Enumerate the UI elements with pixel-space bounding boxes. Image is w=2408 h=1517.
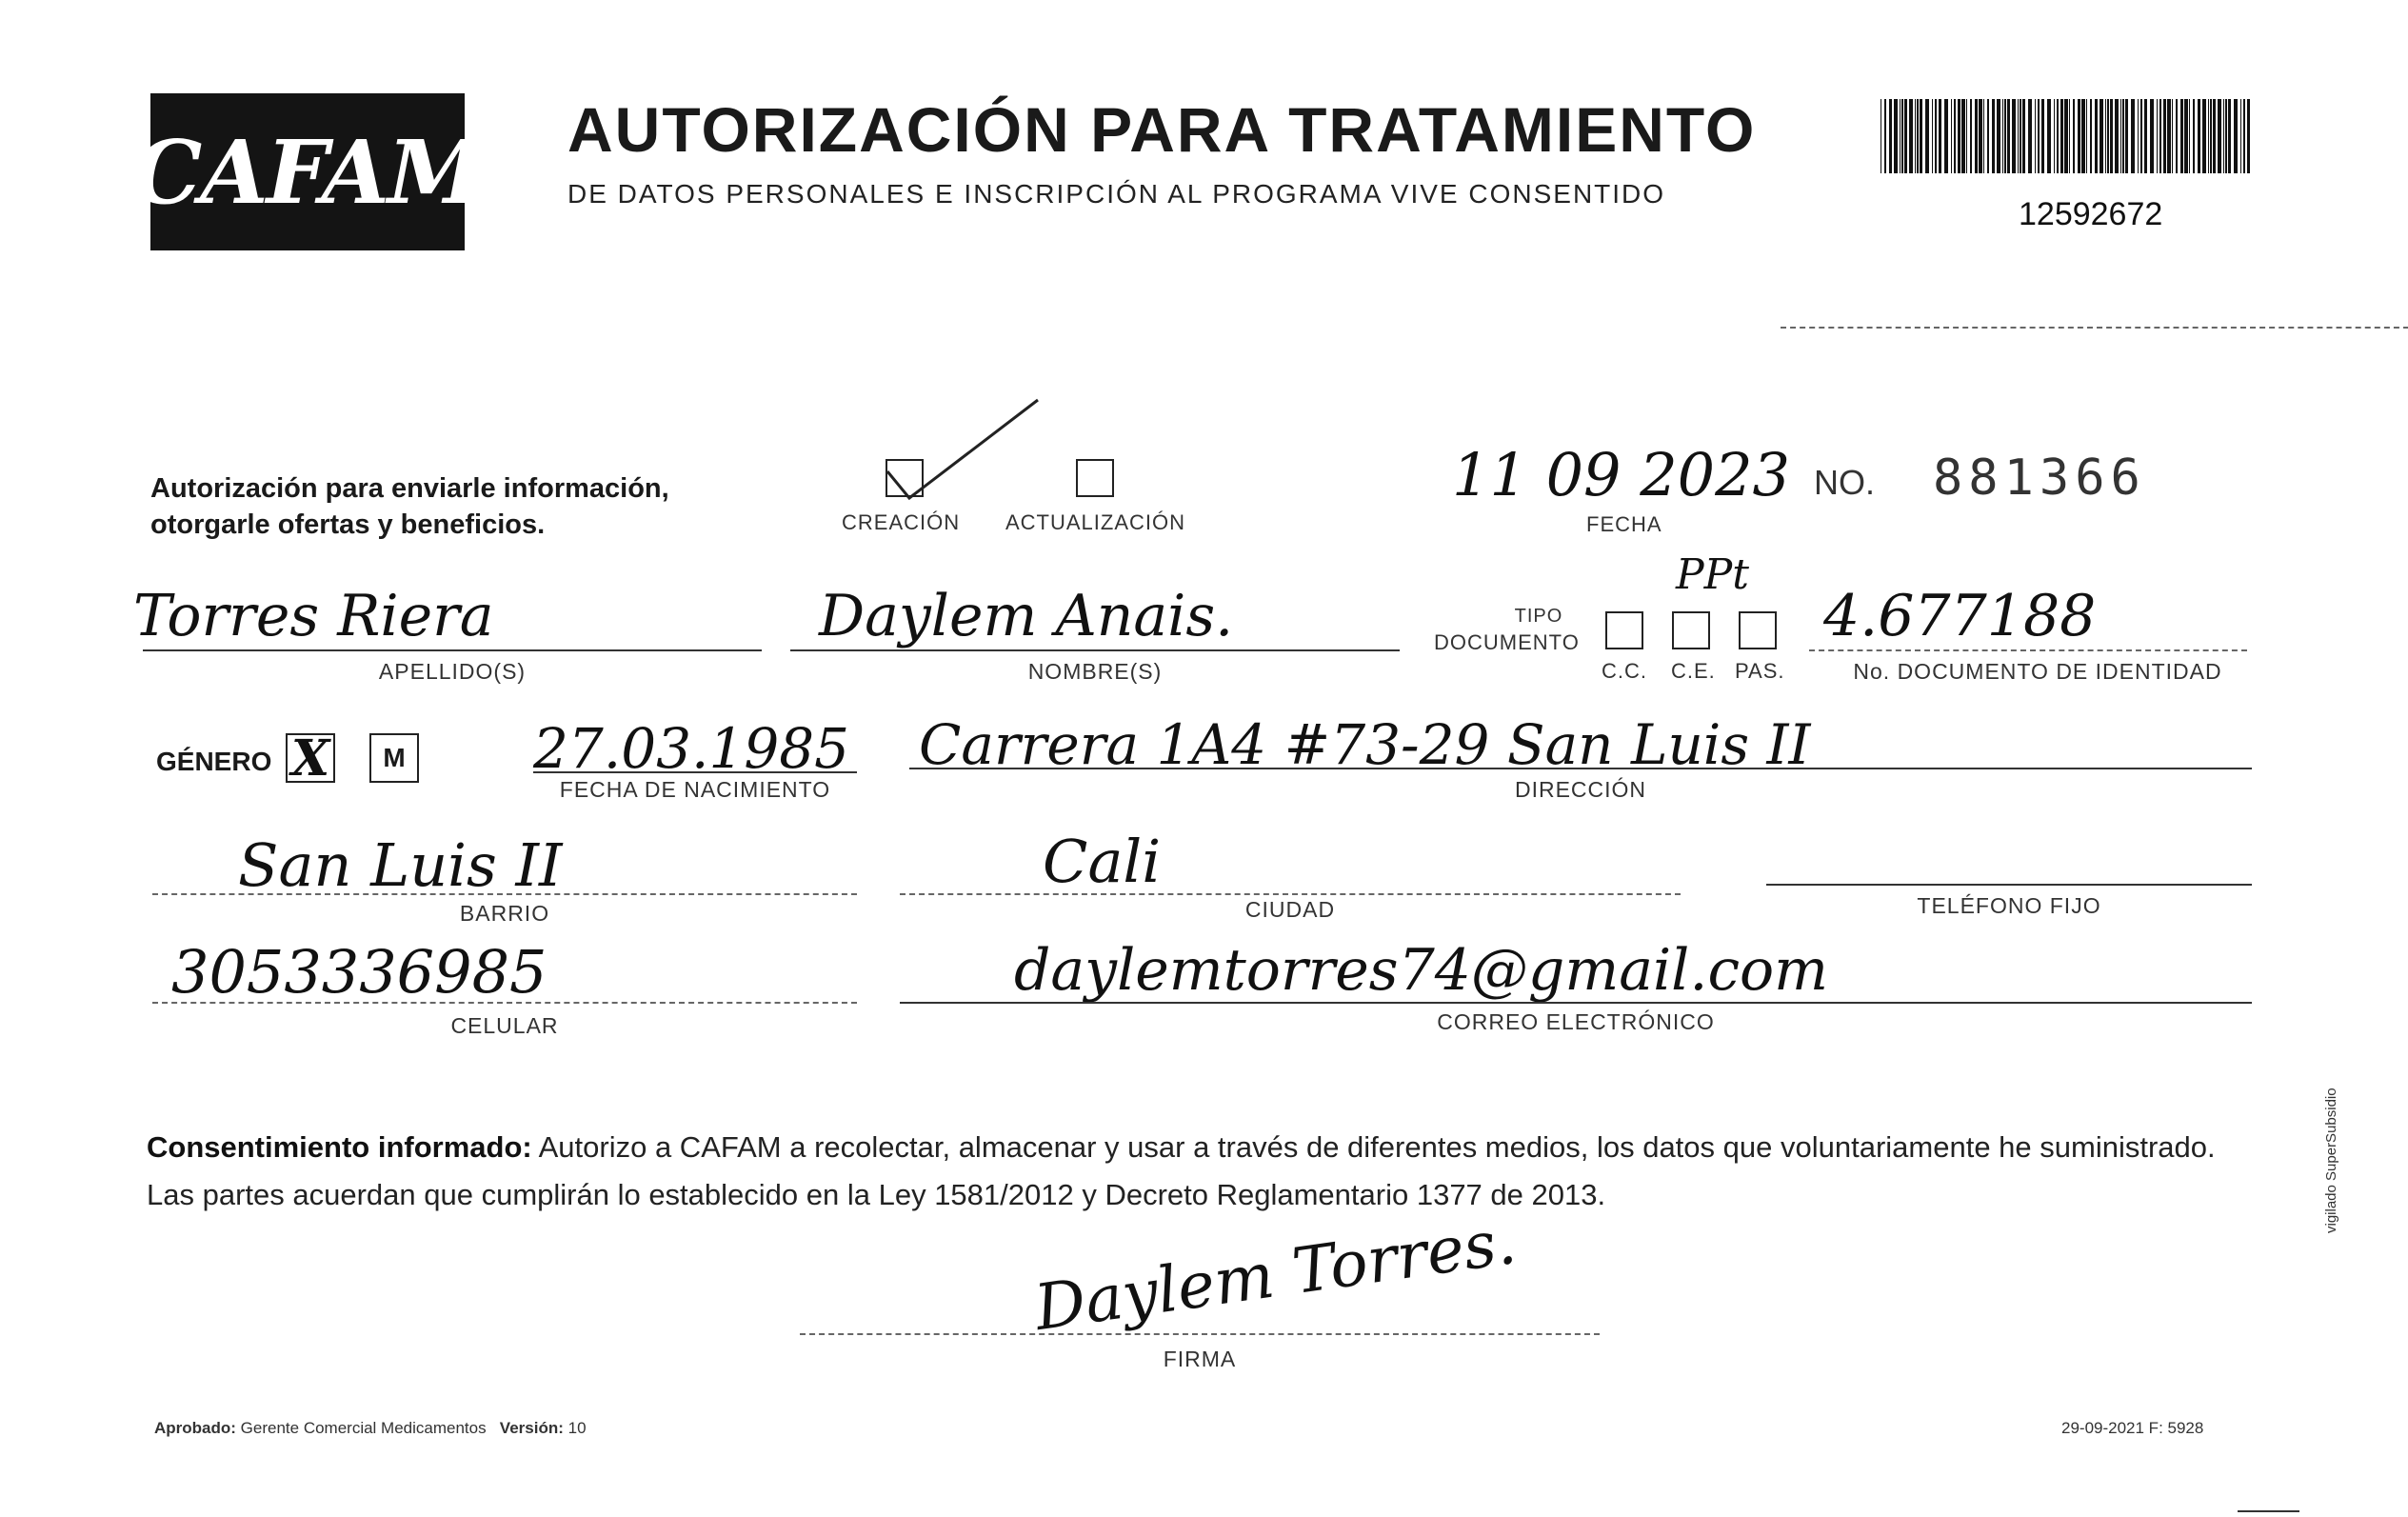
header-divider	[1781, 327, 2408, 329]
actualizacion-label: ACTUALIZACIÓN	[1005, 510, 1186, 534]
consent-lead: Consentimiento informado:	[147, 1130, 532, 1164]
barrio-value[interactable]: San Luis II	[238, 830, 563, 900]
nombres-line	[790, 649, 1400, 651]
form-subtitle: DE DATOS PERSONALES E INSCRIPCIÓN AL PROGRAMA VIVE CONSENTIDO	[567, 179, 1666, 209]
barcode-icon	[1881, 99, 2252, 173]
tipo-label-2: DOCUMENTO	[1434, 630, 1580, 654]
direccion-value[interactable]: Carrera 1A4 #73-29 San Luis II	[919, 712, 1811, 777]
pas-checkbox[interactable]	[1739, 611, 1777, 649]
correo-label: CORREO ELECTRÓNICO	[1437, 1009, 1715, 1034]
documento-value[interactable]: 4.677188	[1823, 583, 2097, 649]
version-label: Versión:	[499, 1419, 564, 1437]
nacimiento-value[interactable]: 27.03.1985	[533, 716, 850, 781]
barrio-label: BARRIO	[459, 901, 550, 926]
ciudad-value[interactable]: Cali	[1043, 827, 1162, 896]
intro-text	[150, 470, 669, 543]
apellidos-line	[143, 649, 762, 651]
tipo-handwritten: PPt	[1676, 550, 1749, 599]
firma-label: FIRMA	[1163, 1347, 1237, 1371]
nombres-value[interactable]: Daylem Anais.	[819, 583, 1234, 649]
footer-date-code: 29-09-2021 F: 5928	[2061, 1419, 2204, 1437]
check-mark-icon	[876, 395, 1047, 505]
cc-checkbox[interactable]	[1605, 611, 1643, 649]
documento-label: No. DOCUMENTO DE IDENTIDAD	[1853, 659, 2222, 684]
nombres-label: NOMBRE(S)	[1027, 659, 1163, 684]
creacion-label: CREACIÓN	[842, 510, 961, 534]
genero-f-mark: X	[290, 729, 330, 788]
genero-label: GÉNERO	[156, 747, 272, 776]
direccion-line	[909, 768, 2252, 769]
cafam-logo: CAFAM	[150, 93, 465, 250]
actualizacion-checkbox[interactable]	[1076, 459, 1114, 497]
aprobado-value: Gerente Comercial Medicamentos	[240, 1419, 487, 1437]
supersubsidio-side-text: vigilado SuperSubsidio	[2323, 1088, 2339, 1233]
fecha-label: FECHA	[1586, 512, 1662, 536]
correo-line	[900, 1002, 2252, 1004]
ciudad-line	[900, 893, 1681, 895]
cc-label: C.C.	[1602, 659, 1647, 683]
nacimiento-line	[533, 771, 857, 773]
genero-f-checkbox[interactable]	[286, 729, 335, 788]
numero-value: 881366	[1933, 449, 2146, 507]
consent-text	[147, 1124, 2265, 1219]
pas-label: PAS.	[1735, 659, 1785, 683]
apellidos-value[interactable]: Torres Riera	[133, 583, 494, 649]
intro-line-2: otorgarle ofertas y beneficios.	[150, 509, 546, 540]
barcode-number: 12592672	[2019, 196, 2163, 232]
correo-value[interactable]: daylemtorres74@gmail.com	[1014, 937, 1829, 1004]
ce-label: C.E.	[1671, 659, 1716, 683]
genero-m-checkbox[interactable]	[369, 733, 419, 783]
celular-line	[152, 1002, 857, 1004]
tipo-label-1: TIPO	[1514, 606, 1563, 627]
bottom-tick	[2238, 1510, 2299, 1512]
celular-label: CELULAR	[450, 1013, 559, 1038]
firma-signature[interactable]: Daylem Torres.	[1030, 1204, 1521, 1346]
celular-value[interactable]: 3053336985	[171, 937, 547, 1007]
numero-label: NO.	[1814, 463, 1876, 502]
direccion-label: DIRECCIÓN	[1514, 777, 1647, 802]
fecha-value[interactable]: 11 09 2023	[1452, 440, 1790, 509]
apellidos-label: APELLIDO(S)	[378, 659, 527, 684]
ce-checkbox[interactable]	[1672, 611, 1710, 649]
genero-m-label: M	[383, 743, 406, 772]
consent-body: Autorizo a CAFAM a recolectar, almacenar y usar a través de diferentes medios, los datos que voluntariamente he suministrado. Las partes acuerdan que cumplirán lo establecido en la Ley 1581/2012 y Decreto Reglamentario 1377 de 2013.	[147, 1130, 2216, 1211]
form-title: AUTORIZACIÓN PARA TRATAMIENTO	[567, 94, 1757, 165]
firma-line	[800, 1333, 1600, 1335]
aprobado-label: Aprobado:	[154, 1419, 236, 1437]
footer-aprobado	[154, 1419, 587, 1438]
nacimiento-label: FECHA DE NACIMIENTO	[559, 777, 831, 802]
version-value: 10	[567, 1419, 587, 1437]
ciudad-label: CIUDAD	[1244, 897, 1336, 922]
telefono-line	[1766, 884, 2252, 886]
telefono-label[interactable]: TELÉFONO FIJO	[1917, 893, 2101, 918]
documento-line	[1809, 649, 2247, 651]
intro-line-1: Autorización para enviarle información,	[150, 473, 669, 504]
barrio-line	[152, 893, 857, 895]
